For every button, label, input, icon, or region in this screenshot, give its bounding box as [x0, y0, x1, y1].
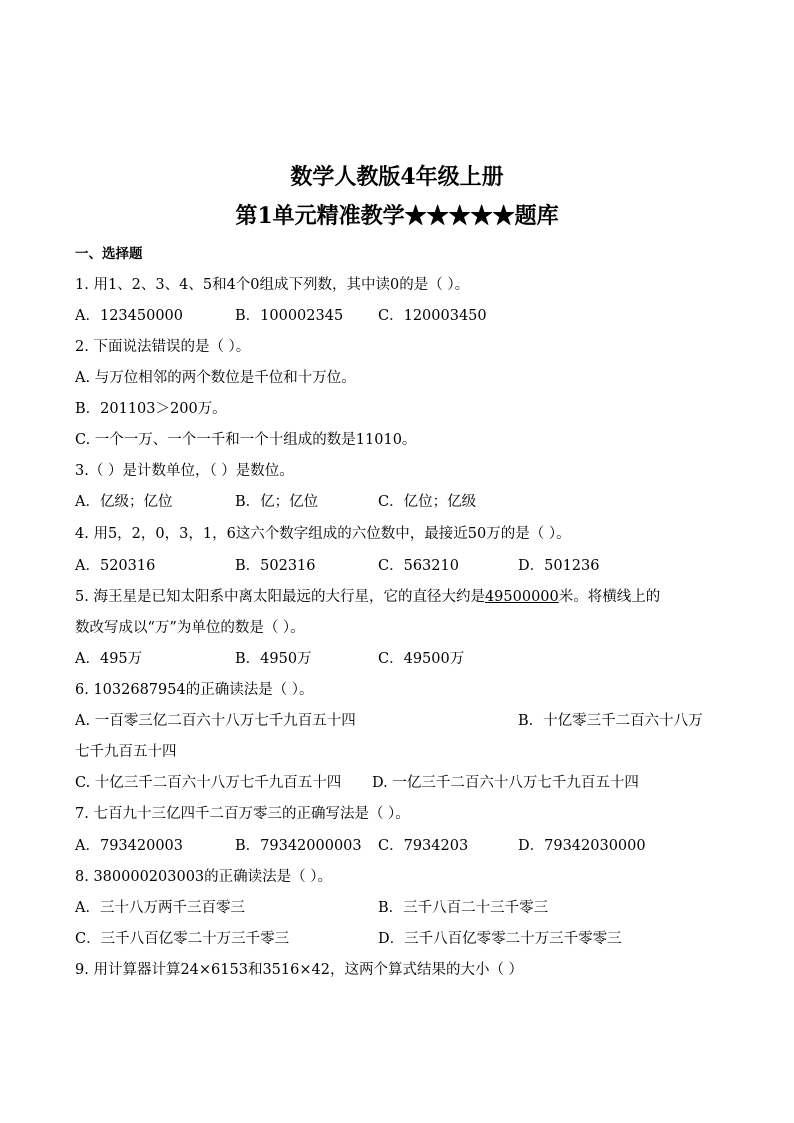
question-5: [75, 587, 660, 607]
question-7-option-b: B．79342000003: [235, 838, 362, 854]
question-1-option-b: B．100002345: [235, 308, 344, 324]
question-7-option-d: D．79342030000: [518, 838, 646, 854]
question-3-option-c: C．亿位；亿级: [378, 494, 477, 510]
question-5-option-a: A．495万: [75, 651, 143, 667]
question-3-option-a: A．亿级；亿位: [75, 494, 173, 510]
question-5-underlined-number: 49500000: [484, 589, 559, 605]
question-6: 6. 1032687954的正确读法是（ ）。: [75, 682, 314, 698]
question-5-text-pre: 5. 海王星是已知太阳系中离太阳最远的大行星，它的直径大约是: [75, 589, 485, 605]
question-5-option-c: C．49500万: [378, 651, 465, 667]
question-3-option-b: B．亿；亿位: [235, 494, 319, 510]
question-5-line-2: 数改写成以“万”为单位的数是（ ）。: [75, 620, 305, 636]
question-9: 9. 用计算器计算24×6153和3516×42，这两个算式结果的大小（ ）: [75, 962, 524, 978]
question-4-option-c: C．563210: [378, 558, 459, 574]
question-8-option-c: C．三千八百亿零二十万三千零三: [75, 931, 290, 947]
question-8-option-a: A．三十八万两千三百零三: [75, 900, 245, 916]
question-7: 7. 七百九十三亿四千二百万零三的正确写法是（ ）。: [75, 806, 410, 822]
question-7-option-a: A．793420003: [75, 838, 183, 854]
question-1-option-c: C．120003450: [378, 308, 487, 324]
question-2: 2. 下面说法错误的是（ ）。: [75, 339, 251, 355]
question-8-option-d: D．三千八百亿零零二十万三千零零三: [378, 931, 622, 947]
question-4: 4. 用5，2，0，3，1，6这六个数字组成的六位数中，最接近50万的是（ ）。: [75, 526, 571, 542]
question-3: 3.（ ）是计数单位，（ ）是数位。: [75, 463, 294, 479]
question-6-option-b-continued: 七千九百五十四: [75, 744, 177, 760]
question-7-option-c: C．7934203: [378, 838, 469, 854]
question-6-option-b: B．十亿零三千二百六十八万: [518, 713, 703, 729]
question-2-option-a: A. 与万位相邻的两个数位是千位和十万位。: [75, 370, 356, 386]
question-6-option-c: C. 十亿三千二百六十八万七千九百五十四: [75, 775, 342, 791]
document-subtitle: 第1单元精准教学★★★★★题库: [235, 203, 559, 229]
question-1: 1. 用1、2、3、4、5和4个0组成下列数，其中读0的是（ ）。: [75, 277, 470, 293]
question-4-option-a: A．520316: [75, 558, 156, 574]
section-heading: 一、选择题: [75, 246, 143, 262]
question-8-option-b: B．三千八百二十三千零三: [378, 900, 549, 916]
question-5-option-b: B．4950万: [235, 651, 312, 667]
question-4-option-b: B．502316: [235, 558, 316, 574]
question-8: 8. 380000203003的正确读法是（ ）。: [75, 869, 333, 885]
question-2-option-c: C. 一个一万、一个一千和一个十组成的数是11010。: [75, 432, 417, 448]
question-5-text-post: 米。将横线上的: [558, 589, 661, 605]
question-6-option-a: A. 一百零三亿二百六十八万七千九百五十四: [75, 713, 356, 729]
question-6-option-d: D. 一亿三千二百六十八万七千九百五十四: [372, 775, 639, 791]
question-1-option-a: A．123450000: [75, 308, 183, 324]
question-2-option-b: B．201103＞200万。: [75, 401, 227, 417]
question-4-option-d: D．501236: [518, 558, 600, 574]
document-title: 数学人教版4年级上册: [290, 164, 504, 190]
